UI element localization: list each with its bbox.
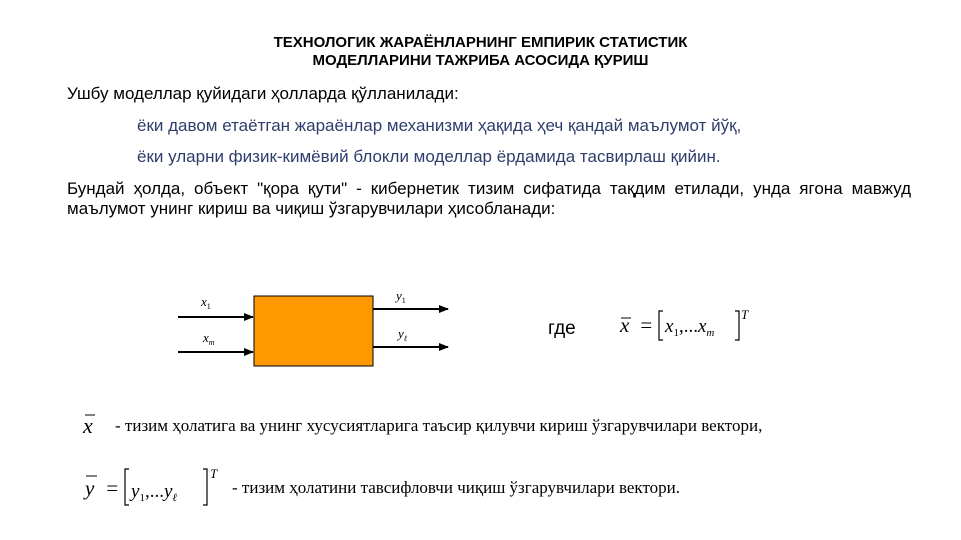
x-vector-formula	[612, 300, 772, 350]
output-label-1: $y_1$	[396, 288, 406, 305]
x-right-bracket	[735, 311, 739, 340]
x-symbol	[80, 410, 112, 440]
input-label-m: $x_m$	[203, 330, 215, 347]
y-left-bracket	[125, 469, 129, 505]
input-label-1: $x_1$	[201, 294, 211, 311]
x-symbol-letter: x	[83, 413, 93, 438]
x-equals: =	[639, 313, 654, 337]
output-label-l: $y_\ell$	[398, 326, 408, 343]
x-lhs: x	[620, 313, 630, 337]
y-elements: $y_1,...y_\ell$	[131, 481, 177, 504]
where-label: где	[548, 318, 576, 339]
bullet-item-1: ёки давом етаётган жараёнлар механизми ҳақида ҳеч қандай маълумот йўқ,	[137, 116, 742, 135]
y-right-bracket	[203, 469, 207, 505]
title-line-1: ТЕХНОЛОГИК ЖАРАЁНЛАРНИНГ ЕМПИРИК СТАТИСТИК	[273, 34, 688, 51]
x-description: - тизим ҳолатига ва унинг хусусиятларига таъсир қилувчи кириш ўзгарувчилари вектори,	[115, 416, 763, 435]
y-equals: =	[105, 476, 120, 500]
x-elements: $x_1,...x_m$	[665, 316, 715, 339]
y-lhs: y	[85, 476, 95, 500]
title-line-2: МОДЕЛЛАРИНИ ТАЖРИБА АСОСИДА ҚУРИШ	[312, 52, 649, 69]
bullet-item-2: ёки уларни физик-кимёвий блокли моделлар ёрдамида тасвирлаш қийин.	[137, 147, 721, 166]
y-transpose: T	[210, 466, 218, 481]
y-vector-formula	[78, 460, 233, 514]
x-transpose: T	[741, 307, 749, 322]
black-box	[254, 296, 373, 366]
slide-title	[0, 34, 961, 70]
y-description: - тизим ҳолатини тавсифловчи чиқиш ўзгарувчилари вектори.	[232, 478, 681, 497]
x-left-bracket	[659, 311, 663, 340]
black-box-paragraph: Бундай ҳолда, объект "қора қути" - кибернетик тизим сифатида тақдим етилади, унда ягона мавжуд маълумот унинг кириш ва чиқиш ўзгарувчилари ҳисобланади:	[67, 179, 911, 218]
black-box-diagram	[170, 284, 470, 384]
intro-text: Ушбу моделлар қуйидаги ҳолларда қўлланилади:	[67, 84, 459, 103]
